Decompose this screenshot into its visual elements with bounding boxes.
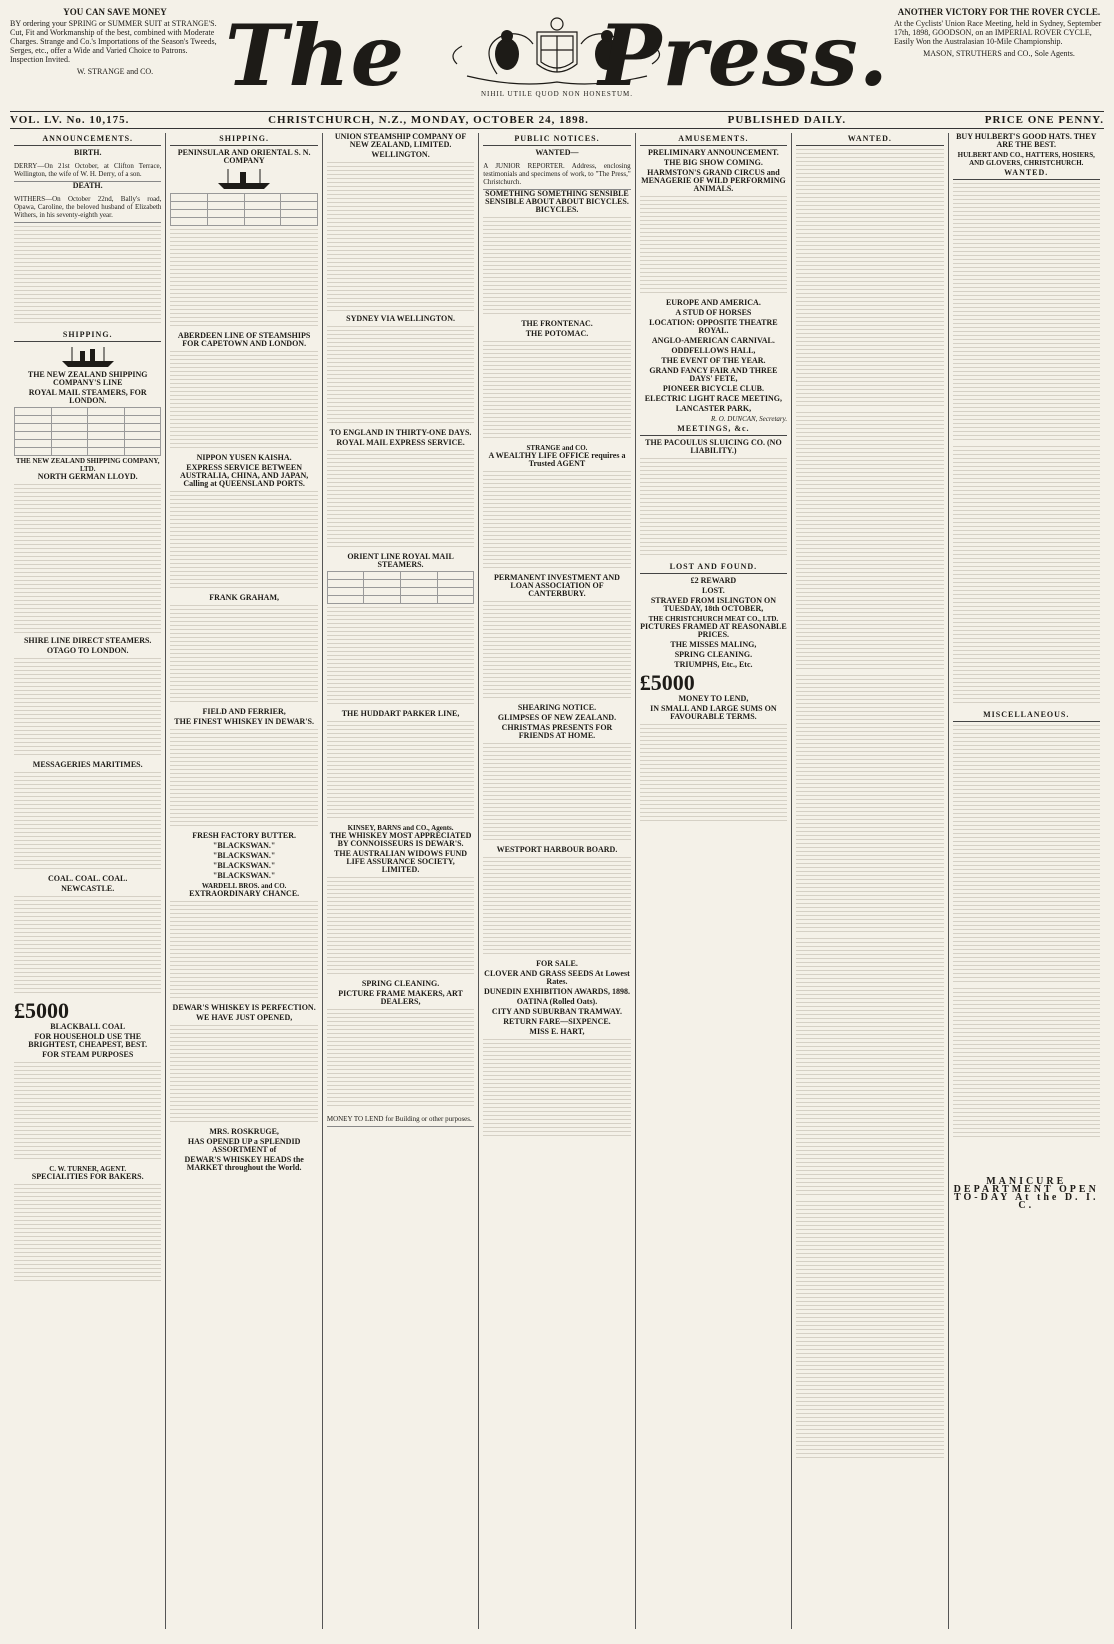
text-block: [327, 326, 474, 426]
text-block: [483, 857, 630, 957]
spring-cleaning-title-2: SPRING CLEANING.: [674, 650, 753, 659]
text-block: [796, 938, 943, 1198]
column-2: [165, 133, 321, 1629]
opened-assortment-title: HAS OPENED UP a SPLENDID ASSORTMENT of: [187, 1137, 301, 1154]
nz-shipping-title: THE NEW ZEALAND SHIPPING COMPANY'S LINE: [27, 370, 148, 387]
wanted-heading: WANTED—: [535, 148, 579, 157]
text-block: [483, 1039, 630, 1139]
dewars-market-title: DEWAR'S WHISKEY HEADS the MARKET throughout the World.: [184, 1155, 304, 1172]
glimpses-title: GLIMPSES OF NEW ZEALAND.: [497, 713, 617, 722]
text-block: [796, 412, 943, 672]
column-3: [322, 133, 478, 1629]
german-lloyd-title: NORTH GERMAN LLOYD.: [37, 472, 138, 481]
westport-harbour-title: WESTPORT HARBOUR BOARD.: [496, 845, 618, 854]
nz-shipping-subtitle: ROYAL MAIL STEAMERS, FOR LONDON.: [28, 388, 147, 405]
strayed-title: STRAYED FROM ISLINGTON ON TUESDAY, 18th OCTOBER,: [650, 596, 776, 613]
loan-amount: £5000: [14, 998, 69, 1023]
hulbert-hats-title: BUY HULBERT'S GOOD HATS. THEY ARE THE BEST.: [956, 133, 1097, 149]
whiskey-connoisseurs-title: THE WHISKEY MOST APPRECIATED BY CONNOISSEURS IS DEWAR'S.: [329, 831, 472, 848]
orient-sailing-table: [327, 571, 474, 604]
rover-advert-signature: MASON, STRUTHERS and CO., Sole Agents.: [923, 49, 1075, 58]
steamship-icon: [214, 167, 274, 191]
text-block: [14, 658, 161, 758]
wardell-signature: WARDELL BROS. and CO.: [201, 882, 287, 890]
text-block: [483, 217, 630, 317]
volume-number: VOL. LV. No. 10,175.: [10, 114, 130, 126]
strange-co-signature: STRANGE and CO.: [526, 444, 588, 452]
column-1: [10, 133, 165, 1629]
dateline: CHRISTCHURCH, N.Z., MONDAY, OCTOBER 24, 1898.: [268, 114, 589, 126]
potomac-title: THE POTOMAC.: [525, 329, 589, 338]
shipping-heading: SHIPPING.: [14, 329, 161, 342]
text-block: [327, 1009, 474, 1109]
for-sale-title: FOR SALE.: [536, 959, 578, 968]
death-heading: DEATH.: [72, 181, 103, 190]
text-block: [953, 725, 1100, 985]
pictures-framed-title: PICTURES FRAMED AT REASONABLE PRICES.: [640, 622, 787, 639]
oddfellows-title: ODDFELLOWS HALL,: [671, 346, 756, 355]
steamship-icon: [58, 345, 118, 369]
pacoulus-title: THE PACOULUS SLUICING CO. (NO LIABILITY.): [645, 438, 782, 455]
preliminary-title: PRELIMINARY ANNOUNCEMENT.: [647, 148, 779, 157]
lost-title: LOST.: [702, 586, 725, 595]
text-block: [796, 675, 943, 935]
orient-line-title: ORIENT LINE ROYAL MAIL STEAMERS.: [347, 552, 454, 569]
nippon-subtitle: EXPRESS SERVICE BETWEEN AUSTRALIA, CHINA, AND JAPAN, Calling at QUEENSLAND PORTS.: [179, 463, 309, 488]
wealthy-office-title: A WEALTHY LIFE OFFICE requires a Trusted AGENT: [488, 451, 626, 468]
text-block: [327, 450, 474, 550]
text-block: [953, 446, 1100, 706]
miscellaneous-heading: MISCELLANEOUS.: [953, 709, 1100, 722]
steam-title: FOR STEAM PURPOSES: [42, 1050, 134, 1059]
wellington-heading: WELLINGTON.: [371, 150, 430, 159]
england-31-days: TO ENGLAND IN THIRTY-ONE DAYS.: [329, 428, 472, 437]
text-block: [327, 607, 474, 707]
butter-brand: "BLACKSWAN.": [212, 871, 276, 880]
columns: [10, 133, 1104, 1629]
kinsey-signature: KINSEY, BARNS and CO., Agents.: [347, 824, 454, 832]
messageries-title: MESSAGERIES MARITIMES.: [32, 760, 143, 769]
column-7: [948, 133, 1104, 1629]
text-block: [640, 458, 787, 558]
text-block: [170, 1025, 317, 1125]
meat-co-signature: THE CHRISTCHURCH MEAT CO., LTD.: [648, 615, 779, 623]
small-large-sums-title: IN SMALL AND LARGE SUMS ON FAVOURABLE TERMS.: [650, 704, 777, 721]
misses-maling-title: THE MISSES MALING,: [670, 640, 757, 649]
text-block: [170, 605, 317, 705]
stud-horses-title: A STUD OF HORSES: [675, 308, 752, 317]
sailing-table: [14, 407, 161, 456]
just-opened-title: WE HAVE JUST OPENED,: [196, 1013, 293, 1022]
masthead: [10, 8, 1104, 129]
nameplate: [225, 6, 889, 105]
death-notice: WITHERS—On October 22nd, Bally's road, Opawa, Caroline, the beloved husband of Elizabeth Withers, in his seventy-eighth year.: [14, 192, 161, 223]
electric-light-title: ELECTRIC LIGHT RACE MEETING,: [644, 394, 782, 403]
bicycles-advert: SOMETHING SOMETHING SENSIBLE SENSIBLE ABOUT ABOUT BICYCLES. BICYCLES.: [485, 189, 629, 214]
text-block: [170, 491, 317, 591]
text-block: [14, 1062, 161, 1162]
huddart-parker-title: THE HUDDART PARKER LINE,: [341, 709, 460, 718]
published-daily: PUBLISHED DAILY.: [727, 114, 847, 126]
text-block: [953, 988, 1100, 1138]
text-block: [170, 729, 317, 829]
oatina-title: OATINA (Rolled Oats).: [516, 997, 598, 1006]
text-block: [327, 162, 474, 312]
blackball-title: BLACKBALL COAL: [50, 1022, 126, 1031]
po-company-title: PENINSULAR AND ORIENTAL S. N. COMPANY: [177, 148, 311, 165]
extraordinary-title: EXTRAORDINARY CHANCE.: [189, 889, 300, 898]
text-block: [14, 772, 161, 872]
return-fare-title: RETURN FARE—SIXPENCE.: [503, 1017, 611, 1026]
spring-cleaning-title: SPRING CLEANING.: [361, 979, 440, 988]
sydney-heading: SYDNEY VIA WELLINGTON.: [346, 314, 455, 323]
household-title: FOR HOUSEHOLD USE THE BRIGHTEST, CHEAPEST, BEST.: [28, 1032, 148, 1049]
text-block: [483, 471, 630, 571]
union-steamship-title: UNION STEAMSHIP COMPANY OF NEW ZEALAND, LIMITED.: [334, 133, 467, 149]
lost-found-heading: LOST AND FOUND.: [640, 561, 787, 574]
widows-fund-title: THE AUSTRALIAN WIDOWS FUND LIFE ASSURANCE SOCIETY, LIMITED.: [334, 849, 468, 874]
christmas-presents-title: CHRISTMAS PRESENTS FOR FRIENDS AT HOME.: [501, 723, 613, 740]
butter-title: FRESH FACTORY BUTTER.: [192, 831, 297, 840]
miss-hart-title: MISS E. HART,: [529, 1027, 585, 1036]
event-year-title: THE EVENT OF THE YEAR.: [661, 356, 766, 365]
coal-title: COAL. COAL. COAL.: [48, 874, 128, 883]
text-block: [640, 724, 787, 824]
column-4: [478, 133, 634, 1629]
text-block: [483, 341, 630, 441]
text-block: [14, 484, 161, 634]
frontenac-title: THE FRONTENAC.: [521, 319, 593, 328]
po-sailing-table: [170, 193, 317, 226]
column-5: [635, 133, 791, 1629]
loan-amount-2: £5000: [639, 670, 695, 695]
rover-advert-heading: ANOTHER VICTORY FOR THE ROVER CYCLE.: [897, 7, 1101, 17]
shearing-notice-title: SHEARING NOTICE.: [517, 703, 597, 712]
dateline-bar: [10, 111, 1104, 128]
birth-heading: BIRTH.: [73, 148, 102, 157]
triumphs-title: TRIUMPHS, Etc., Etc.: [674, 660, 753, 669]
announcements-heading: ANNOUNCEMENTS.: [14, 133, 161, 146]
money-lend-title: MONEY TO LEND,: [678, 694, 749, 703]
tramway-title: CITY AND SUBURBAN TRAMWAY.: [491, 1007, 623, 1016]
pioneer-club-title: PIONEER BICYCLE CLUB.: [662, 384, 764, 393]
permanent-investment-title: PERMANENT INVESTMENT AND LOAN ASSOCIATION OF CANTERBURY.: [494, 573, 620, 598]
text-block: [170, 901, 317, 1001]
rover-cycle-advert: [894, 8, 1104, 58]
manicure-advert: MANICURE DEPARTMENT OPEN TO-DAY At the D. I. C.: [953, 1176, 1099, 1211]
duncan-signature: R. O. DUNCAN, Secretary.: [710, 415, 788, 423]
amusements-heading: AMUSEMENTS.: [640, 133, 787, 146]
text-block: [640, 196, 787, 296]
anglo-american-title: ANGLO-AMERICAN CARNIVAL.: [651, 336, 775, 345]
shipping-heading-2: SHIPPING.: [170, 133, 317, 146]
strange-advert-signature: W. STRANGE and CO.: [76, 67, 154, 76]
butter-brand: "BLACKSWAN.": [212, 851, 276, 860]
butter-brand: "BLACKSWAN.": [212, 841, 276, 850]
turner-signature: C. W. TURNER, AGENT.: [49, 1165, 127, 1173]
nameplate-the: The: [225, 6, 406, 105]
nippon-title: NIPPON YUSEN KAISHA.: [196, 453, 292, 462]
aberdeen-line-title: ABERDEEN LINE OF STEAMSHIPS FOR CAPETOWN AND LONDON.: [177, 331, 311, 348]
rover-advert-body: At the Cyclists' Union Race Meeting, held in Sydney, September 17th, 1898, GOODSON, on an IMPERIAL ROVER CYCLE, Easily Won the Australasian 10-Mile Championship.: [894, 19, 1102, 46]
birth-notice: DERRY—On 21st October, at Clifton Terrace, Wellington, the wife of W. H. Derry, of a son.: [14, 159, 161, 182]
text-block: [483, 601, 630, 701]
public-notices-heading: PUBLIC NOTICES.: [483, 133, 630, 146]
text-block: [170, 351, 317, 451]
roskruge-title: MRS. ROSKRUGE,: [209, 1127, 279, 1136]
text-block: [14, 1184, 161, 1284]
dewars-perfection: DEWAR'S WHISKEY IS PERFECTION.: [172, 1003, 316, 1012]
text-block: [170, 229, 317, 329]
text-block: [14, 896, 161, 996]
europe-america-title: EUROPE AND AMERICA.: [665, 298, 761, 307]
text-block: [796, 1201, 943, 1461]
location-title: LOCATION: OPPOSITE THEATRE ROYAL.: [649, 318, 778, 335]
text-block: [796, 149, 943, 409]
meetings-heading: MEETINGS, &c.: [640, 423, 787, 436]
wanted-heading-2: WANTED.: [796, 133, 943, 146]
field-ferrier-title: FIELD AND FERRIER,: [202, 707, 286, 716]
text-block: [14, 226, 161, 326]
text-block: [327, 721, 474, 821]
picture-frame-title: PICTURE FRAME MAKERS, ART DEALERS,: [338, 989, 463, 1006]
otago-london-title: OTAGO TO LONDON.: [46, 646, 129, 655]
reward-title: £2 REWARD: [690, 576, 737, 585]
text-block: [953, 183, 1100, 443]
strange-advert-heading: YOU CAN SAVE MONEY: [63, 7, 167, 17]
shire-line-title: SHIRE LINE DIRECT STEAMERS.: [23, 636, 152, 645]
money-to-lend: MONEY TO LEND for Building or other purposes.: [327, 1112, 474, 1127]
price: PRICE ONE PENNY.: [984, 114, 1104, 126]
bakers-title: SPECIALITIES FOR BAKERS.: [31, 1172, 144, 1181]
nz-shipping-signature: THE NEW ZEALAND SHIPPING COMPANY, LTD.: [15, 457, 160, 473]
strange-advert-body: BY ordering your SPRING or SUMMER SUIT at STRANGE'S. Cut, Fit and Workmanship of the best, combined with Moderate Charges. Strange and Co.'s Importations of the Season's Tweeds, Serges, etc., offer a Wide and Varied Choice to Patrons. Inspection Invited.: [10, 19, 217, 64]
nameplate-press: Press.: [598, 6, 889, 105]
fancy-fair-title: GRAND FANCY FAIR AND THREE DAYS' FETE,: [649, 366, 778, 383]
motto: NIHIL UTILE QUOD NON HONESTUM.: [480, 90, 634, 98]
frank-graham-title: FRANK GRAHAM,: [209, 593, 280, 602]
junior-reporter-notice: A JUNIOR REPORTER. Address, enclosing testimonials and specimens of work, to "The Press," Christchurch.: [483, 159, 630, 190]
text-block: [327, 877, 474, 977]
dunedin-awards-title: DUNEDIN EXHIBITION AWARDS, 1898.: [483, 987, 630, 996]
big-show-title: THE BIG SHOW COMING.: [663, 158, 763, 167]
wanted-heading-3: WANTED.: [953, 167, 1100, 180]
strange-advert: [10, 8, 220, 76]
coal-subtitle: NEWCASTLE.: [61, 884, 115, 893]
clover-seeds-title: CLOVER AND GRASS SEEDS At Lowest Rates.: [484, 969, 630, 986]
royal-mail-express: ROYAL MAIL EXPRESS SERVICE.: [336, 438, 465, 447]
butter-brand: "BLACKSWAN.": [212, 861, 276, 870]
harmston-circus-title: HARMSTON'S GRAND CIRCUS and MENAGERIE OF WILD PERFORMING ANIMALS.: [641, 168, 786, 193]
dewars-title: THE FINEST WHISKEY IN DEWAR'S.: [174, 717, 314, 726]
text-block: [483, 743, 630, 843]
hulbert-signature: HULBERT AND CO., HATTERS, HOSIERS, AND GLOVERS, CHRISTCHURCH.: [957, 151, 1095, 167]
column-6: [791, 133, 947, 1629]
lancaster-park-title: LANCASTER PARK,: [675, 404, 752, 413]
